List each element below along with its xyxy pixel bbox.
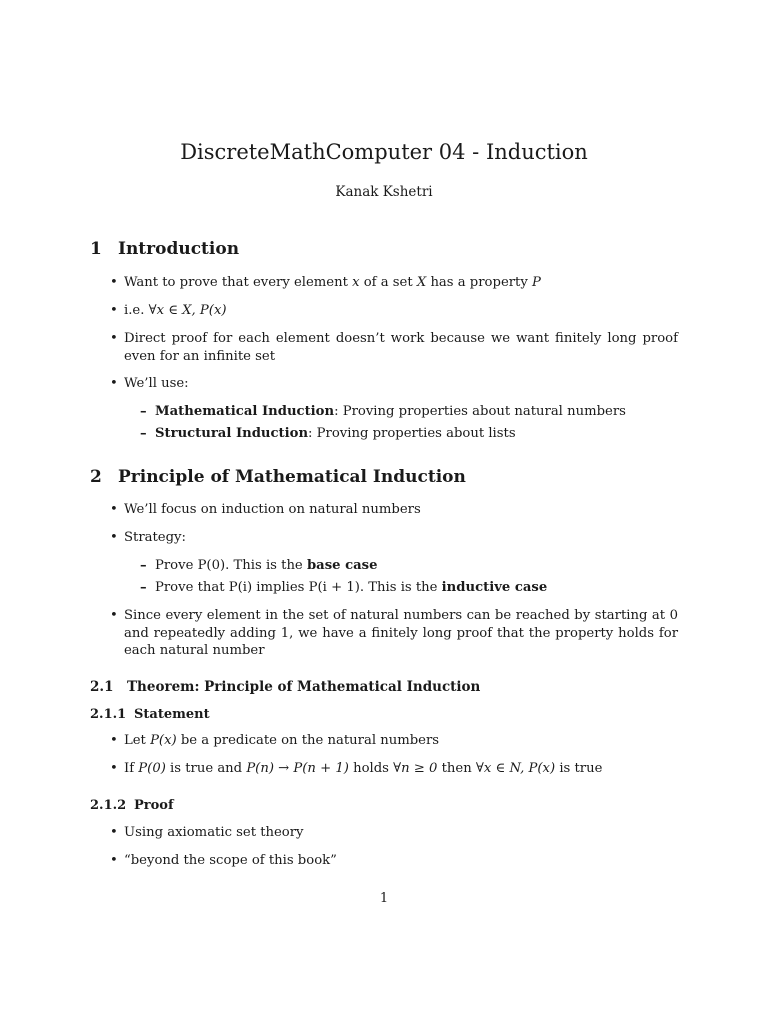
section-number: 2: [90, 467, 102, 487]
subsubsection-number: 2.1.2: [90, 798, 127, 813]
list-item: • If P(0) is true and P(n) → P(n + 1) holds ∀n ≥ 0 then ∀x ∈ N, P(x) is true: [110, 761, 603, 776]
list-item: • i.e. ∀x ∈ X, P(x): [110, 303, 227, 318]
section-heading-principle: [90, 466, 466, 488]
list-item: • Let P(x) be a predicate on the natural numbers: [110, 733, 440, 748]
subsection-heading-theorem: [90, 678, 480, 696]
bullet-icon: •: [110, 502, 118, 517]
dash-icon: –: [140, 404, 147, 419]
math-expression: ∀x ∈ N, P(x): [475, 761, 556, 776]
section-title: Principle of Mathematical Induction: [118, 467, 466, 487]
bullet-icon: •: [110, 530, 118, 545]
section-heading-introduction: [90, 238, 239, 260]
sub-list-item: – Structural Induction: Proving properties about lists: [140, 426, 516, 441]
math-expression: ∀x ∈ X, P(x): [148, 303, 227, 318]
section-title: Introduction: [118, 239, 240, 259]
sub-list-item: – Mathematical Induction: Proving properties about natural numbers: [140, 404, 626, 419]
subsubsection-title: Statement: [134, 707, 210, 722]
list-item: • Direct proof for each element doesn’t work because we want finitely long proof even for an infinite set: [110, 331, 678, 364]
math-expression: P(0): [138, 761, 166, 776]
subsection-title: Theorem: Principle of Mathematical Induction: [127, 679, 481, 695]
subsubsection-number: 2.1.1: [90, 707, 127, 722]
dash-icon: –: [140, 558, 147, 573]
bullet-icon: •: [110, 608, 118, 623]
bullet-icon: •: [110, 825, 118, 840]
list-item: • “beyond the scope of this book”: [110, 853, 337, 868]
math-expression: P(n) → P(n + 1): [246, 761, 349, 776]
subsubsection-heading-proof: [90, 797, 174, 815]
list-item: • We’ll use:: [110, 376, 189, 391]
bullet-icon: •: [110, 761, 118, 776]
list-item: • We’ll focus on induction on natural numbers: [110, 502, 421, 517]
bullet-icon: •: [110, 376, 118, 391]
dash-icon: –: [140, 426, 147, 441]
document-author: Kanak Kshetri: [335, 184, 433, 200]
bullet-icon: •: [110, 331, 118, 346]
list-item: • Strategy:: [110, 530, 186, 545]
dash-icon: –: [140, 580, 147, 595]
section-number: 1: [90, 239, 102, 259]
math-expression: P(x): [150, 733, 177, 748]
sub-list-item: – Prove that P(i) implies P(i + 1). This is the inductive case: [140, 580, 548, 595]
list-item: • Want to prove that every element x of a set X has a property P: [110, 275, 541, 290]
bullet-icon: •: [110, 853, 118, 868]
bullet-icon: •: [110, 733, 118, 748]
bullet-icon: •: [110, 303, 118, 318]
subsubsection-title: Proof: [134, 798, 174, 813]
bullet-icon: •: [110, 275, 118, 290]
list-item: • Since every element in the set of natural numbers can be reached by starting at 0 and repeatedly adding 1, we have a finitely long proof that the property holds for each natural number: [110, 608, 678, 658]
subsection-number: 2.1: [90, 679, 114, 695]
math-expression: ∀n ≥ 0: [393, 761, 438, 776]
page-number: 1: [379, 891, 389, 906]
list-item: • Using axiomatic set theory: [110, 825, 304, 840]
document-title: DiscreteMathComputer 04 - Induction: [180, 140, 588, 164]
subsubsection-heading-statement: [90, 706, 210, 724]
sub-list-item: – Prove P(0). This is the base case: [140, 558, 378, 573]
